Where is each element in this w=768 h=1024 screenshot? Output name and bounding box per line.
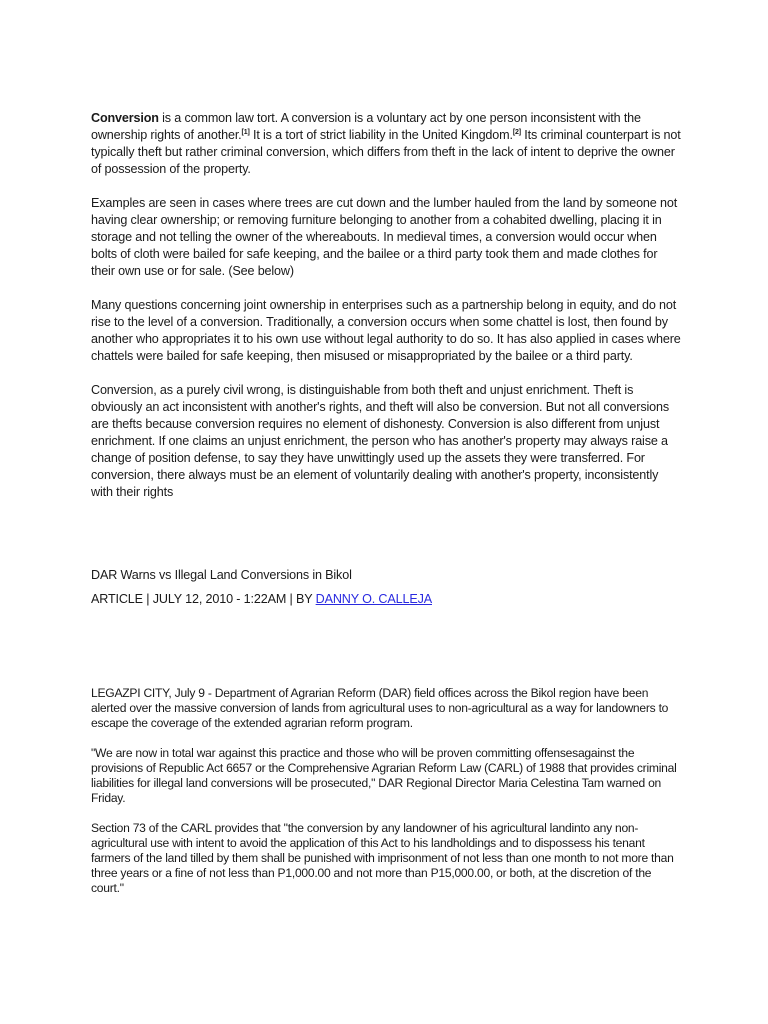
news-headline: DAR Warns vs Illegal Land Conversions in Bikol	[91, 568, 352, 582]
article-paragraph-1: LEGAZPI CITY, July 9 - Department of Agrarian Reform (DAR) field offices across the Bikol region have been alerted over the massive conversion of lands from agricultural uses to non-agricultural as a way for landowners to escape the coverage of the extended agrarian reform program.	[91, 686, 669, 730]
intro-p1-text3: Its criminal counterpart is not typically theft but rather criminal conversion, which differs from theft in the lack of intent to deprive the owner of possession of the property.	[91, 128, 681, 176]
byline-prefix: ARTICLE | JULY 12, 2010 - 1:22AM | BY	[91, 592, 316, 606]
intro-paragraph-3: Many questions concerning joint ownership in enterprises such as a partnership belong in equity, and do not rise to the level of a conversion. Traditionally, a conversion occurs when some chattel is lost, then found by another who appropriates it to his own use without legal authority to do so. It has also applied in cases where chattels were bailed for safe keeping, then misused or misappropriated by the bailee or a third party.	[91, 298, 681, 363]
article-paragraph-3: Section 73 of the CARL provides that "the conversion by any landowner of his agricultural landinto any non-agricultural use with intent to avoid the application of this Act to his landholdings and to dispossess his tenant farmers of the land tilled by them shall be punished with imprisonment of not less than one month to not more than three years or a fine of not less than P1,000.00 and not more than P15,000.00, or both, at the discretion of the court."	[91, 821, 674, 895]
news-byline	[91, 591, 432, 608]
intro-paragraph-2: Examples are seen in cases where trees are cut down and the lumber hauled from the land by someone not having clear ownership; or removing furniture belonging to another from a cohabited dwelling, placing it in storage and not telling the owner of the whereabouts. In medieval times, a conversion would occur when bolts of cloth were bailed for safe keeping, and the bailee or a third party took them and made clothes for their own use or for sale. (See below)	[91, 196, 678, 278]
author-link[interactable]: DANNY O. CALLEJA	[315, 592, 432, 606]
intro-p1-text1: is a common law tort. A conversion is a voluntary act by one person inconsistent with the ownership rights of another.	[91, 111, 641, 142]
intro-paragraph-1	[91, 110, 681, 178]
news-article-body	[91, 686, 681, 911]
intro-paragraph-4: Conversion, as a purely civil wrong, is distinguishable from both theft and unjust enrichment. Theft is obviously an act inconsistent with another's rights, and theft will also be conversion. But not all conversions are thefts because conversion requires no element of dishonesty. Conversion is also different from unjust enrichment. If one claims an unjust enrichment, the person who has another's property may always raise a change of position defense, to say they have unwittingly used up the assets they were transferred. For conversion, there always must be an element of voluntarily dealing with another's property, inconsistently with their rights	[91, 383, 669, 499]
article-paragraph-2: "We are now in total war against this practice and those who will be proven committing offensesagainst the provisions of Republic Act 6657 or the Comprehensive Agrarian Reform Law (CARL) of 1988 that provides criminal liabilities for illegal land conversions will be prosecuted," DAR Regional Director Maria Celestina Tam warned on Friday.	[91, 746, 677, 805]
term-conversion: Conversion	[91, 111, 159, 125]
intro-p1-text2: It is a tort of strict liability in the United Kingdom.	[249, 128, 513, 142]
footnote-ref-1[interactable]: [1]	[241, 128, 250, 136]
footnote-ref-2[interactable]: [2]	[512, 128, 521, 136]
intro-section	[91, 110, 681, 518]
